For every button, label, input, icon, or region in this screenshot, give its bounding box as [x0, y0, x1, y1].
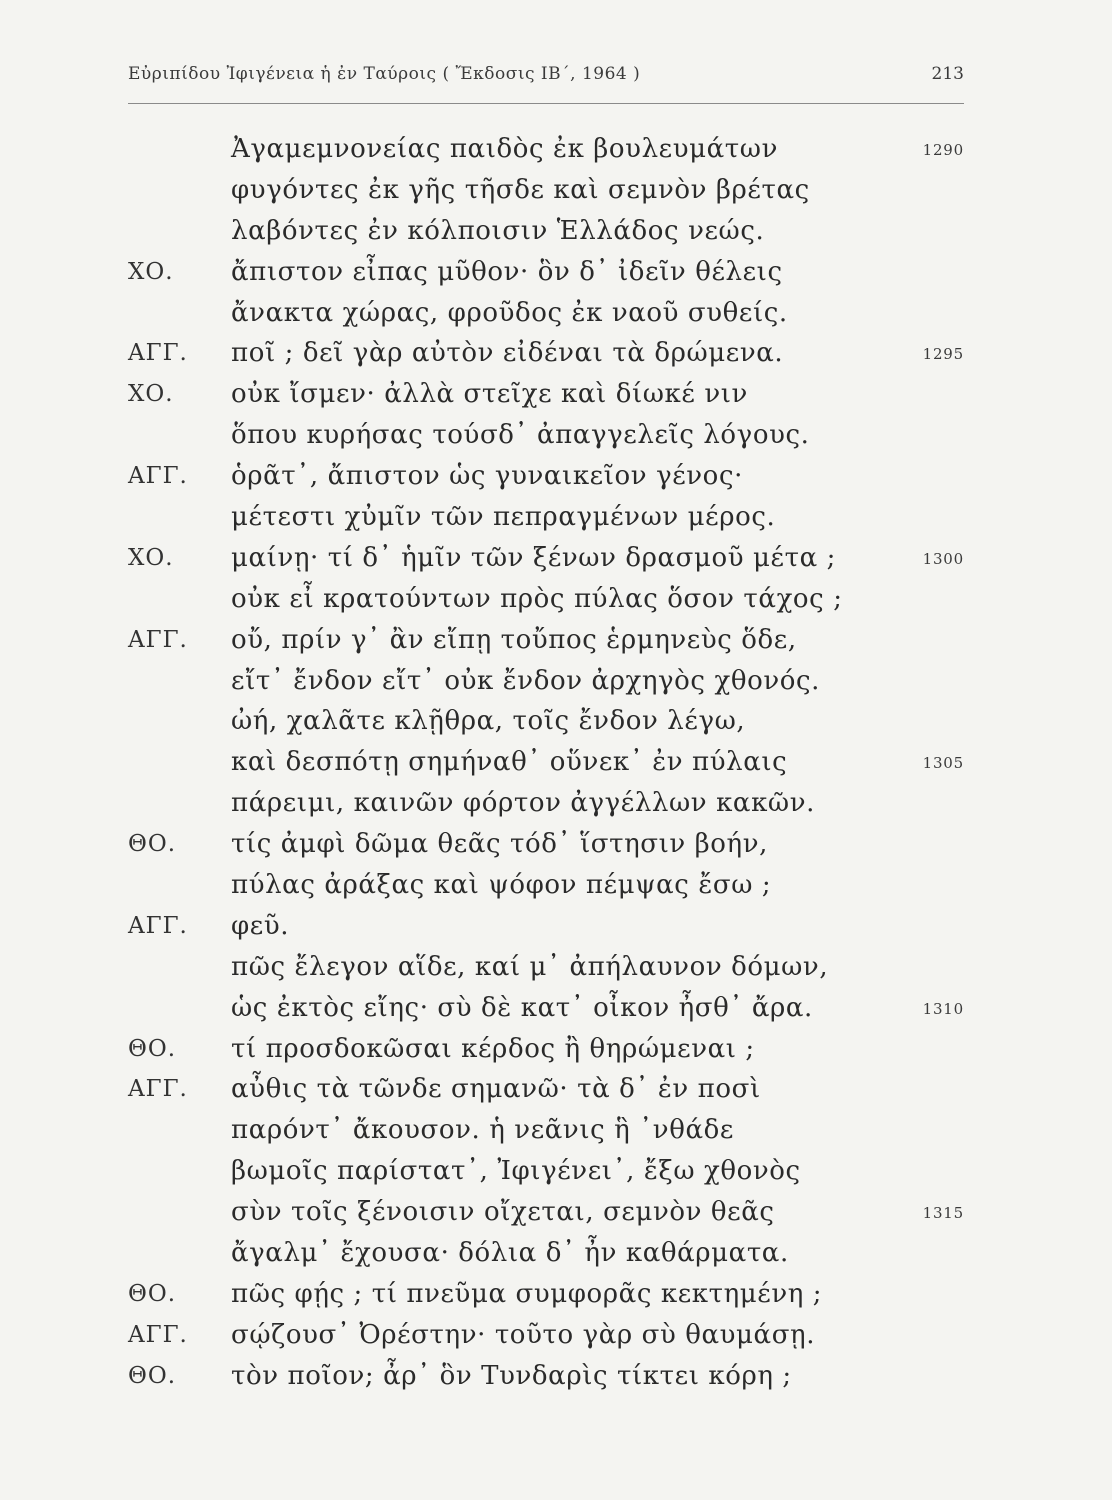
verse-text: σὺν τοῖς ξένοισιν οἴχεται, σεμνὸν θεᾶς [231, 1197, 775, 1228]
line-number: 1290 [922, 141, 964, 159]
verse-line [0, 907, 1112, 948]
verse-line [0, 294, 1112, 335]
verse-line [0, 1193, 1112, 1234]
header-rule [128, 103, 964, 104]
speaker-label: ΑΓΓ. [128, 340, 188, 367]
verse-text: αὖθις τὰ τῶνδε σημανῶ· τὰ δ᾽ ἐν ποσὶ [231, 1074, 761, 1105]
speaker-label: ΘΟ. [128, 1362, 177, 1389]
verse-text: σῴζουσ᾽ Ὀρέστην· τοῦτο γὰρ σὺ θαυμάσῃ. [231, 1319, 816, 1350]
line-number: 1295 [922, 345, 964, 364]
verse-text: πύλας ἀράξας καὶ ψόφον πέμψας ἔσω ; [231, 870, 772, 901]
line-number: 1300 [922, 549, 964, 568]
verse-text: ἄπιστον εἶπας μῦθον· ὃν δ᾽ ἰδεῖν θέλεις [231, 256, 783, 287]
verse-line [0, 621, 1112, 662]
line-number: 1315 [922, 1204, 964, 1223]
verse-line [0, 989, 1112, 1030]
speaker-label: ΑΓΓ. [128, 1076, 188, 1103]
verse-text: πῶς ἔλεγον αἵδε, καί μ᾽ ἀπήλαυνον δόμων, [231, 951, 829, 982]
header-title: Εὐριπίδου Ἰφιγένεια ἡ ἐν Ταύροις ( Ἔκδοσις ΙΒ΄, 1964 ) [128, 64, 641, 84]
verse-text: οὐκ ἴσμεν· ἀλλὰ στεῖχε καὶ δίωκέ νιν [231, 379, 748, 410]
verse-text: ὅπου κυρήσας τούσδ᾽ ἀπαγγελεῖς λόγους. [231, 420, 810, 451]
verse-line [0, 334, 1112, 375]
verse-line [0, 1152, 1112, 1193]
verse-line [0, 702, 1112, 743]
verse-text: πῶς φῄς ; τί πνεῦμα συμφορᾶς κεκτημένη ; [231, 1278, 823, 1309]
verse-text: λαβόντες ἐν κόλποισιν Ἑλλάδος νεώς. [231, 215, 765, 246]
verse-text: τί προσδοκῶσαι κέρδος ἢ θηρώμεναι ; [231, 1033, 755, 1064]
verse-line [0, 375, 1112, 416]
verse-line [0, 212, 1112, 253]
speaker-label: ΑΓΓ. [128, 912, 188, 939]
verse-text: οὔ, πρίν γ᾽ ἂν εἴπῃ τοὔπος ἑρμηνεὺς ὅδε, [231, 624, 797, 655]
verse-text: φεῦ. [231, 910, 290, 941]
verse-line [0, 743, 1112, 784]
verse-line [0, 784, 1112, 825]
verse-text: μαίνῃ· τί δ᾽ ἡμῖν τῶν ξένων δρασμοῦ μέτα ; [231, 542, 836, 573]
speaker-label: ΘΟ. [128, 1280, 177, 1307]
verse-line [0, 825, 1112, 866]
speaker-label: ΑΓΓ. [128, 626, 188, 653]
verse-text: τίς ἀμφὶ δῶμα θεᾶς τόδ᾽ ἵστησιν βοήν, [231, 829, 769, 860]
speaker-label: ΧΟ. [128, 258, 174, 285]
verse-line [0, 1111, 1112, 1152]
verse-block [0, 130, 1112, 1398]
verse-text: εἴτ᾽ ἔνδον εἴτ᾽ οὐκ ἔνδον ἀρχηγὸς χθονός. [231, 665, 821, 696]
verse-line [0, 1357, 1112, 1398]
verse-text: οὐκ εἶ κρατούντων πρὸς πύλας ὅσον τάχος ; [231, 583, 843, 614]
verse-line [0, 457, 1112, 498]
verse-text: τὸν ποῖον; ἆρ᾽ ὃν Τυνδαρὶς τίκτει κόρη ; [231, 1360, 792, 1391]
verse-text: μέτεστι χὐμῖν τῶν πεπραγμένων μέρος. [231, 502, 776, 533]
verse-text: ἄνακτα χώρας, φροῦδος ἐκ ναοῦ συθείς. [231, 297, 788, 328]
verse-line [0, 539, 1112, 580]
verse-line [0, 1070, 1112, 1111]
verse-text: ποῖ ; δεῖ γὰρ αὐτὸν εἰδέναι τὰ δρώμενα. [231, 338, 784, 369]
verse-text: καὶ δεσπότῃ σημήναθ᾽ οὕνεκ᾽ ἐν πύλαις [231, 747, 788, 778]
verse-text: φυγόντες ἐκ γῆς τῆσδε καὶ σεμνὸν βρέτας [231, 174, 810, 205]
speaker-label: ΘΟ. [128, 1035, 177, 1062]
verse-line [0, 1030, 1112, 1071]
verse-line [0, 948, 1112, 989]
verse-text: παρόντ᾽ ἄκουσον. ἡ νεᾶνις ἣ ᾽νθάδε [231, 1115, 734, 1146]
verse-line [0, 171, 1112, 212]
verse-text: Ἀγαμεμνονείας παιδὸς ἐκ βουλευμάτων [231, 134, 778, 164]
running-header [128, 64, 964, 92]
verse-line [0, 662, 1112, 703]
verse-line [0, 1275, 1112, 1316]
verse-text: ἄγαλμ᾽ ἔχουσα· δόλια δ᾽ ἦν καθάρματα. [231, 1238, 789, 1269]
verse-text: πάρειμι, καινῶν φόρτον ἀγγέλλων κακῶν. [231, 788, 816, 819]
line-number: 1310 [922, 999, 964, 1018]
speaker-label: ΑΓΓ. [128, 463, 188, 490]
verse-text: ὠή, χαλᾶτε κλῇθρα, τοῖς ἔνδον λέγω, [231, 706, 746, 737]
verse-line [0, 253, 1112, 294]
speaker-label: ΧΟ. [128, 381, 174, 408]
verse-line [0, 1316, 1112, 1357]
speaker-label: ΧΟ. [128, 544, 174, 571]
page-number: 213 [931, 64, 964, 84]
verse-text: βωμοῖς παρίστατ᾽, Ἰφιγένει᾽, ἔξω χθονὸς [231, 1156, 801, 1187]
verse-line [0, 416, 1112, 457]
verse-line [0, 580, 1112, 621]
verse-line [0, 498, 1112, 539]
speaker-label: ΘΟ. [128, 831, 177, 858]
verse-line [0, 866, 1112, 907]
speaker-label: ΑΓΓ. [128, 1321, 188, 1348]
verse-line [0, 130, 1112, 171]
line-number: 1305 [922, 754, 964, 773]
verse-line [0, 1234, 1112, 1275]
verse-text: ὁρᾶτ᾽, ἄπιστον ὡς γυναικεῖον γένος· [231, 461, 743, 492]
verse-text: ὡς ἐκτὸς εἴης· σὺ δὲ κατ᾽ οἶκον ἦσθ᾽ ἄρα. [231, 992, 813, 1023]
